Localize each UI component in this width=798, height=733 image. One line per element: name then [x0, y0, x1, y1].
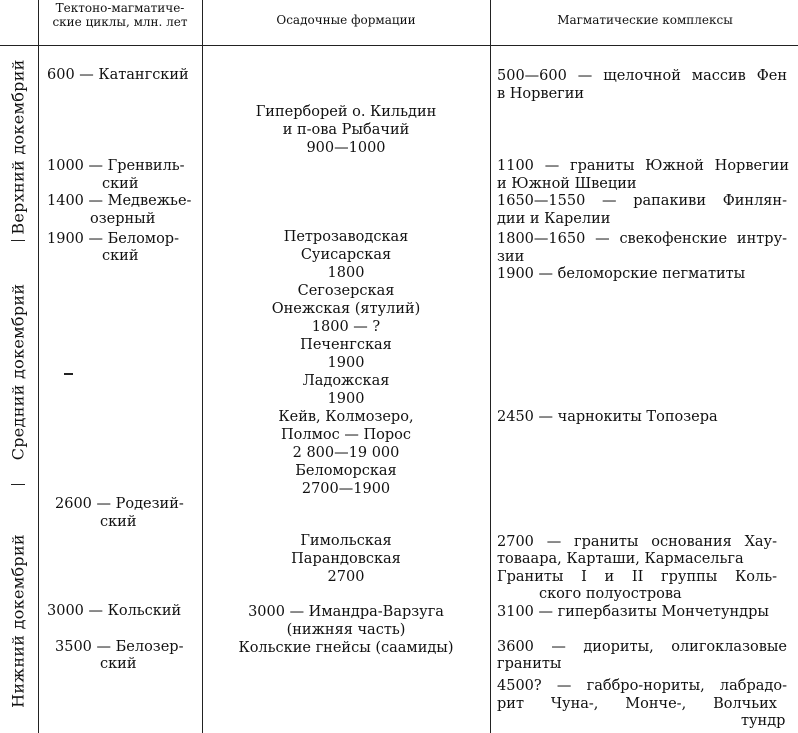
- formation-line: Печенгская: [300, 337, 392, 353]
- print-mark: [64, 373, 73, 375]
- cycle-belozersky: 3500 — Белозер-: [55, 639, 184, 655]
- complex-line: 1800—1650 — свекофенские интру-: [497, 231, 787, 247]
- header-rule: [0, 45, 798, 46]
- column-divider-2: [202, 0, 203, 733]
- formation-line: Суисарская: [300, 247, 392, 263]
- formation-line: Полмос — Порос: [281, 427, 411, 443]
- formation-line: 900—1000: [306, 140, 386, 156]
- cycle-medvezhye: 1400 — Медвежье-: [47, 193, 192, 209]
- complex-line: 3600 — диориты, олигоклазовые: [497, 639, 787, 655]
- header-formations: Осадочные формации: [276, 13, 416, 27]
- formation-line: Петрозаводская: [283, 229, 409, 245]
- cycle-medvezhye-cont: озерный: [90, 211, 156, 227]
- complex-line: 1900 — беломорские пегматиты: [497, 266, 746, 282]
- cycle-grenville-cont: ский: [102, 176, 139, 192]
- cycle-grenville: 1000 — Гренвиль-: [47, 158, 185, 174]
- cycle-rhodesian-cont: ский: [100, 514, 137, 530]
- formation-line: 3000 — Имандра-Варзуга: [248, 604, 444, 620]
- formation-line: и п-ова Рыбачий: [282, 122, 410, 138]
- formation-line: Кейв, Колмозеро,: [278, 409, 414, 425]
- formation-line: Гиперборей о. Кильдин: [255, 104, 437, 120]
- complex-line: Граниты I и II группы Коль-: [497, 569, 777, 585]
- complex-line: 500—600 — щелочной массив Фен: [497, 68, 787, 84]
- complex-line: ского полуострова: [539, 586, 682, 602]
- cycle-kola: 3000 — Кольский: [47, 603, 182, 619]
- complex-line: 3100 — гипербазиты Мончетундры: [497, 604, 769, 620]
- formation-line: Беломорская: [295, 463, 397, 479]
- complex-line: 2450 — чарнокиты Топозера: [497, 409, 718, 425]
- formation-line: Ладожская: [302, 373, 390, 389]
- column-divider-1: [38, 0, 39, 733]
- complex-line: зии: [497, 249, 525, 265]
- complex-line: 4500? — габбро-нориты, лабрадо-: [497, 678, 787, 694]
- complex-line: и Южной Швеции: [497, 176, 637, 192]
- era-boundary-tick: [11, 484, 25, 485]
- header-cycles-line2: ские циклы, млн. лет: [52, 15, 188, 29]
- formation-line: 2700: [327, 569, 365, 585]
- header-complexes: Магматические комплексы: [557, 13, 733, 27]
- complex-line: тундр: [741, 713, 786, 729]
- formation-line: Кольские гнейсы (саамиды): [238, 640, 454, 656]
- complex-line: рит Чуна-, Монче-, Волчьих: [497, 696, 777, 712]
- formation-line: 1800: [327, 265, 365, 281]
- cycle-belomorsky: 1900 — Беломор-: [47, 231, 179, 247]
- cycle-rhodesian: 2600 — Родезий-: [55, 496, 184, 512]
- header-cycles-line1: Тектоно-магматиче-: [55, 1, 185, 15]
- cycle-belozersky-cont: ский: [100, 656, 137, 672]
- formation-line: Онежская (ятулий): [271, 301, 421, 317]
- era-boundary-tick: [11, 240, 25, 241]
- complex-line: граниты: [497, 656, 562, 672]
- formation-line: 1900: [327, 355, 365, 371]
- complex-line: 2700 — граниты основания Хау-: [497, 534, 777, 550]
- formation-line: (нижняя часть): [286, 622, 406, 638]
- complex-line: 1100 — граниты Южной Норвегии: [497, 158, 789, 174]
- formation-line: 1900: [327, 391, 365, 407]
- complex-line: 1650—1550 — рапакиви Финлян-: [497, 193, 787, 209]
- cycle-katanga: 600 — Катангский: [47, 67, 189, 83]
- complex-line: товаара, Карташи, Кармасельга: [497, 551, 744, 567]
- formation-line: Сегозерская: [297, 283, 395, 299]
- formation-line: Гимольская: [300, 533, 392, 549]
- column-divider-3: [490, 0, 491, 733]
- formation-line: Парандовская: [291, 551, 401, 567]
- formation-line: 1800 — ?: [311, 319, 381, 335]
- complex-line: дии и Карелии: [497, 211, 611, 227]
- cycle-belomorsky-cont: ский: [102, 248, 139, 264]
- formation-line: 2 800—19 000: [292, 445, 400, 461]
- formation-line: 2700—1900: [301, 481, 391, 497]
- complex-line: в Норвегии: [497, 86, 585, 102]
